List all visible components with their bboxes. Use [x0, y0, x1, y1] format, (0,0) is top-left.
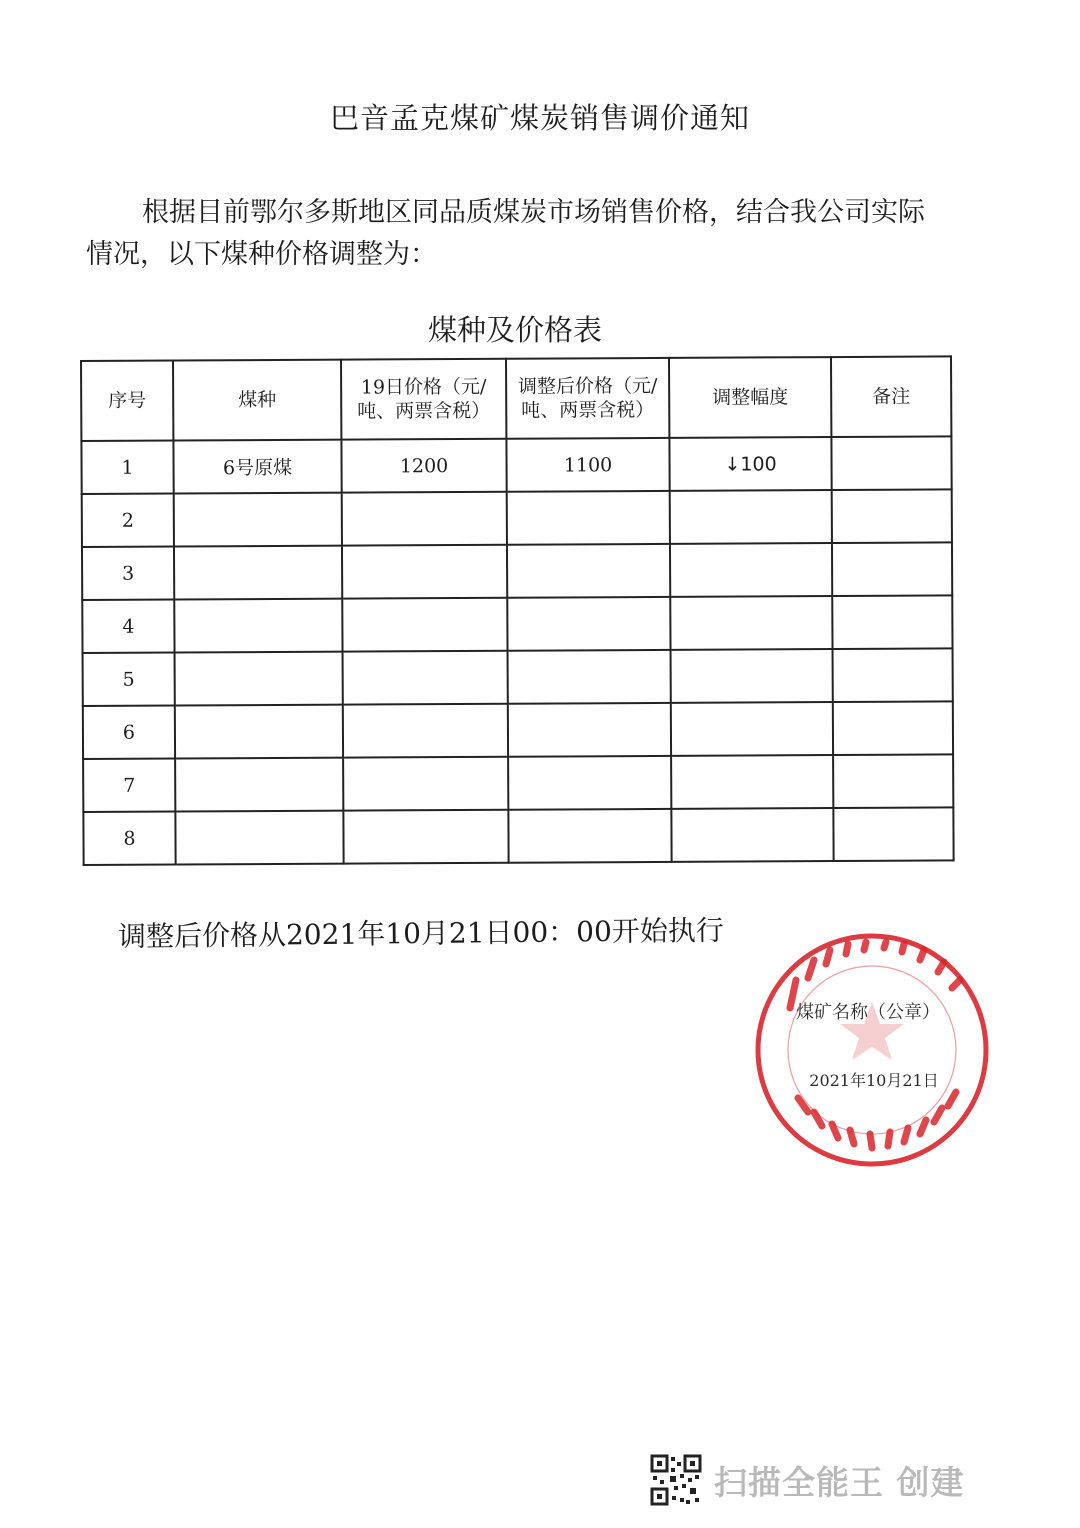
cell-old-price	[343, 810, 508, 864]
cell-adjustment	[671, 702, 833, 756]
cell-old-price	[343, 704, 508, 758]
header-seq: 序号	[81, 361, 173, 441]
cell-remarks	[833, 701, 953, 755]
cell-new-price: 1100	[506, 438, 669, 492]
cell-seq: 2	[82, 494, 174, 547]
cell-remarks	[832, 595, 952, 649]
cell-coal-type	[174, 546, 342, 600]
cell-remarks	[831, 436, 951, 490]
cell-new-price	[508, 809, 671, 863]
table-row	[82, 542, 952, 600]
qr-code-icon	[650, 1454, 702, 1506]
table-row	[83, 701, 953, 759]
table-row	[81, 436, 951, 494]
header-coal-type: 煤种	[173, 360, 341, 441]
cell-old-price	[343, 651, 508, 705]
cell-remarks	[833, 754, 953, 808]
price-table	[80, 355, 955, 866]
table-row	[83, 648, 953, 706]
cell-new-price	[507, 491, 670, 545]
seal-outer-ring	[758, 936, 986, 1164]
cell-coal-type	[175, 705, 343, 759]
cell-adjustment	[671, 808, 833, 862]
table-row	[82, 489, 952, 547]
cell-remarks	[833, 807, 953, 861]
cell-new-price	[508, 650, 671, 704]
seal-date: 2021年10月21日	[809, 1071, 939, 1090]
cell-new-price	[508, 703, 671, 757]
header-remarks: 备注	[831, 356, 951, 437]
cell-new-price	[507, 544, 670, 598]
cell-old-price	[342, 545, 507, 599]
cell-new-price	[508, 756, 671, 810]
cell-old-price	[342, 598, 507, 652]
cell-adjustment	[671, 649, 833, 703]
cell-coal-type	[175, 758, 343, 812]
cell-seq: 6	[83, 706, 175, 759]
cell-remarks	[832, 542, 952, 596]
table-title: 煤种及价格表	[427, 313, 602, 347]
cell-old-price: 1200	[341, 439, 506, 493]
cell-new-price	[507, 597, 670, 651]
seal-label: 煤矿名称（公章）	[796, 1002, 940, 1023]
cell-seq: 8	[83, 812, 175, 865]
seal-chinese-script-bottom	[798, 1092, 956, 1148]
cell-coal-type	[175, 811, 343, 865]
cell-adjustment: ↓100	[669, 437, 831, 491]
header-adjustment: 调整幅度	[669, 357, 831, 438]
scanner-watermark	[650, 1452, 965, 1508]
notice-paragraph: 根据目前鄂尔多斯地区同品质煤炭市场销售价格，结合我公司实际情况，以下煤种价格调整为：	[86, 197, 925, 270]
cell-adjustment	[670, 490, 832, 544]
table-row	[83, 754, 953, 812]
cell-adjustment	[670, 596, 832, 650]
cell-coal-type	[174, 599, 342, 653]
cell-remarks	[833, 648, 953, 702]
table-row	[82, 595, 952, 653]
cell-coal-type	[175, 652, 343, 706]
cell-coal-type	[174, 493, 342, 547]
cell-adjustment	[670, 543, 832, 597]
cell-seq: 7	[83, 759, 175, 812]
cell-seq: 5	[83, 653, 175, 706]
effective-date-note: 调整后价格从2021年10月21日00：00开始执行	[117, 913, 724, 954]
cell-seq: 4	[82, 600, 174, 653]
cell-old-price	[343, 757, 508, 811]
header-new-price: 调整后价格（元/吨、两票含税）	[506, 358, 669, 439]
table-header-row	[81, 356, 951, 441]
cell-seq: 1	[81, 441, 173, 494]
cell-remarks	[832, 489, 952, 543]
table-row	[83, 807, 953, 865]
cell-adjustment	[671, 755, 833, 809]
cell-seq: 3	[82, 547, 174, 600]
header-old-price: 19日价格（元/吨、两票含税）	[341, 359, 506, 440]
cell-old-price	[342, 492, 507, 546]
cell-coal-type: 6号原煤	[173, 440, 341, 494]
scanner-watermark-text: 扫描全能王 创建	[714, 1462, 965, 1502]
official-seal	[752, 930, 992, 1170]
document-title: 巴音孟克煤矿煤炭销售调价通知	[329, 101, 750, 135]
